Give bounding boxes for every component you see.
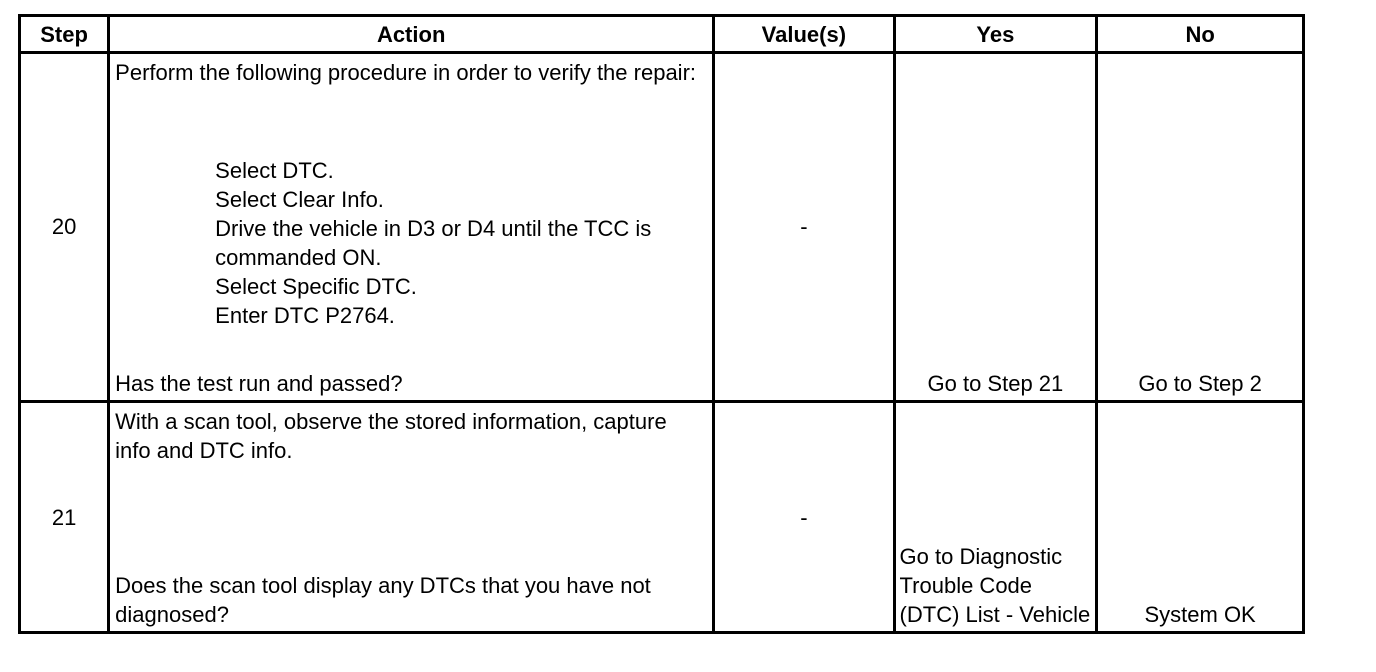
header-row (20, 16, 1304, 53)
action-question: Has the test run and passed? (115, 371, 403, 396)
action-step-item: Select Specific DTC. (215, 274, 417, 299)
table-row (20, 53, 1304, 402)
step-cell (20, 402, 109, 633)
diagnostic-table (18, 14, 1305, 634)
action-intro: Perform the following procedure in order to verify the repair: (115, 60, 697, 85)
header-values: Value(s) (714, 16, 894, 53)
no-result: System OK (1144, 602, 1256, 627)
action-step-item: Select DTC. (215, 158, 334, 183)
no-link[interactable]: Go to Step 2 (1138, 371, 1262, 396)
header-no: No (1097, 16, 1304, 53)
yes-cell (894, 53, 1097, 402)
value-cell (714, 402, 894, 633)
no-cell (1097, 402, 1304, 633)
table-row (20, 402, 1304, 633)
action-cell (109, 402, 714, 633)
header-step: Step (20, 16, 109, 53)
action-steps-list (215, 156, 706, 330)
step-number: 20 (51, 214, 77, 239)
action-step-item: Drive the vehicle in D3 or D4 until the TCC is commanded ON. (215, 216, 652, 270)
value-cell (714, 53, 894, 402)
header-action: Action (109, 16, 714, 53)
action-step-item: Select Clear Info. (215, 187, 384, 212)
step-number: 21 (51, 505, 77, 530)
yes-link[interactable]: Go to Step 21 (927, 371, 1064, 396)
step-cell (20, 53, 109, 402)
value-text: - (800, 214, 808, 239)
yes-cell (894, 402, 1097, 633)
action-cell (109, 53, 714, 402)
action-step-item: Enter DTC P2764. (215, 303, 395, 328)
header-yes: Yes (894, 16, 1097, 53)
action-intro: With a scan tool, observe the stored information, capture info and DTC info. (115, 409, 667, 463)
value-text: - (800, 505, 808, 530)
yes-link[interactable]: Go to Diagnostic Trouble Code (DTC) List - Vehicle (899, 544, 1091, 627)
action-question: Does the scan tool display any DTCs that you have not diagnosed? (115, 573, 651, 627)
no-cell (1097, 53, 1304, 402)
